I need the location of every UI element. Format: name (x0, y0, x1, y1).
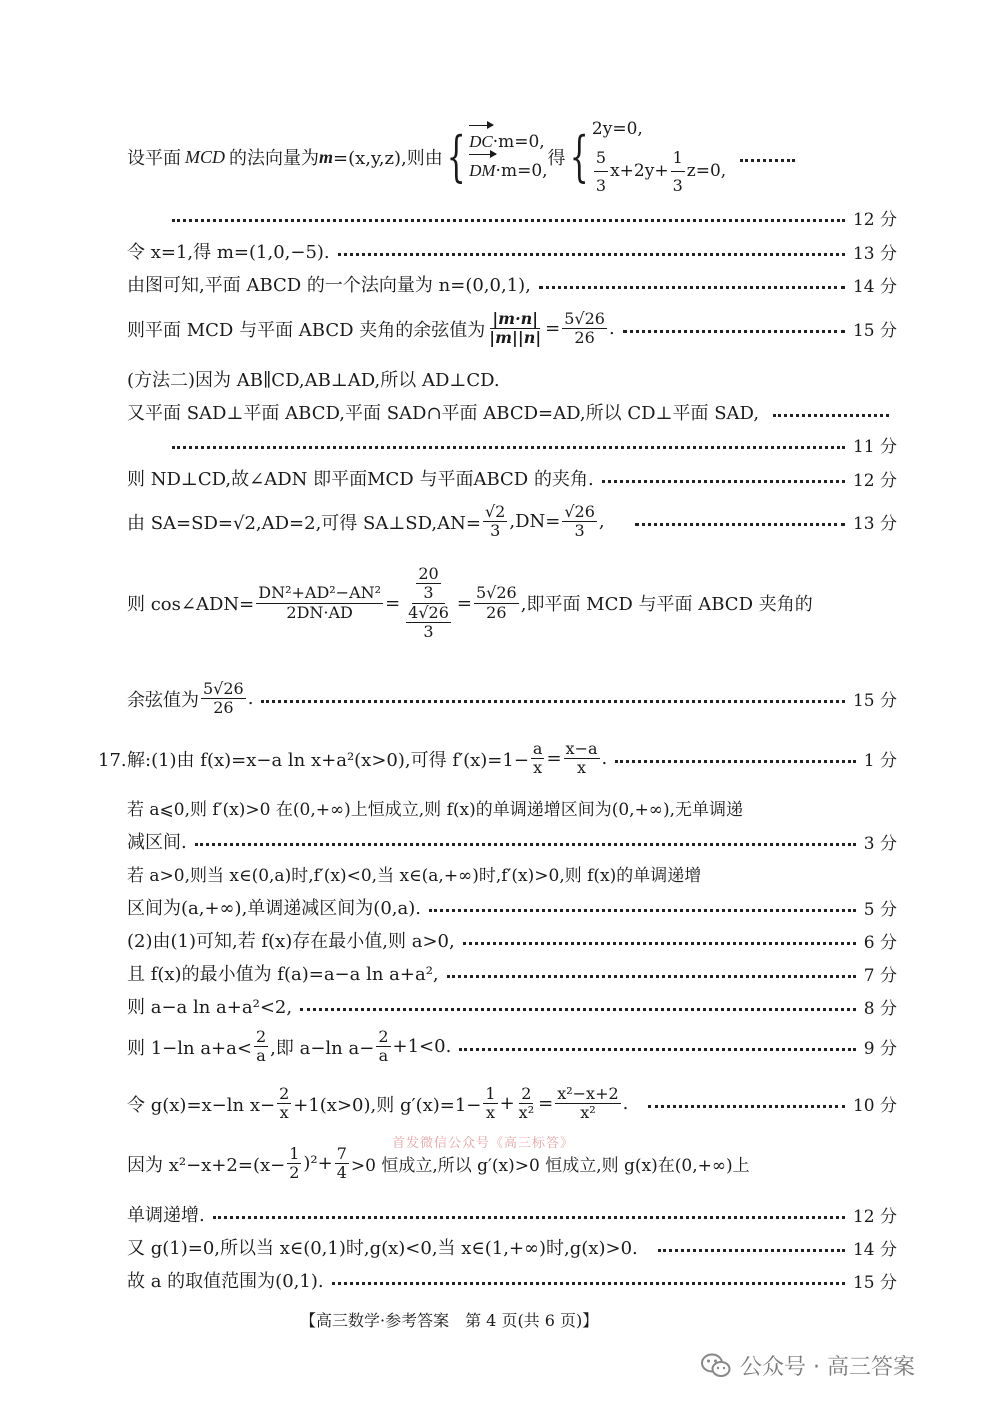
text: 则 ND⊥CD,故∠ADN 即平面MCD 与平面ABCD 的夹角. (127, 469, 594, 490)
text: 的法向量为 (229, 148, 319, 170)
text: 余弦值为 (127, 689, 199, 711)
numerator: 2 (279, 1084, 290, 1103)
text: , (598, 511, 605, 533)
denominator: 26 (213, 698, 234, 718)
fraction (406, 604, 451, 642)
page-footer: 【高三数学·参考答案 第 4 页(共 6 页)】 (300, 1311, 599, 1330)
text: ,DN= (509, 511, 561, 533)
leader-dots (615, 760, 856, 763)
fraction (487, 310, 543, 348)
text: 则 a−a ln a+a²<2, (127, 997, 293, 1018)
score: 11 分 (852, 437, 897, 457)
leader-dots (648, 1105, 845, 1108)
numerator: x²−x+2 (557, 1084, 619, 1103)
numerator: |m·n| (492, 309, 539, 328)
leader-dots (195, 843, 856, 846)
text: 减区间. (127, 832, 187, 853)
denominator: 3 (423, 583, 434, 603)
denominator: 4 (336, 1163, 347, 1183)
step-line (127, 927, 897, 953)
fraction (594, 144, 608, 199)
leader-dots (463, 942, 856, 945)
left-brace: { (569, 125, 589, 189)
leader-dots (602, 480, 845, 483)
fraction (335, 1145, 349, 1183)
score: 10 分 (852, 1096, 897, 1117)
leader-dots (172, 446, 845, 449)
score: 12 分 (852, 210, 897, 230)
text: = (456, 592, 472, 614)
step-line (127, 1234, 897, 1260)
step-line (127, 503, 897, 541)
text: 解:(1)由 f(x)=x−a ln x+a²(x>0),可得 f′(x)=1− (127, 749, 529, 771)
leader-dots (658, 1249, 845, 1252)
denominator: 3 (574, 521, 585, 541)
text: = (546, 748, 562, 770)
equation-system (592, 115, 726, 199)
leader-dots (635, 523, 845, 526)
denominator: a (256, 1046, 266, 1066)
problem-number: 17. (98, 750, 127, 771)
vector-dm: DM (469, 157, 495, 186)
leader-dots (447, 975, 856, 978)
text: ,即平面 MCD 与平面 ABCD 夹角的 (520, 594, 813, 616)
numerator: 20 (418, 564, 439, 583)
text: MCD (185, 146, 225, 167)
text: . (601, 748, 608, 770)
fraction (562, 503, 597, 541)
fraction (277, 1085, 291, 1123)
text: )²+ (303, 1153, 333, 1175)
score: 15 分 (852, 691, 897, 712)
text: >0 恒成立,所以 g′(x)>0 恒成立,则 g(x)在(0,+∞)上 (350, 1156, 750, 1177)
fraction (562, 310, 607, 348)
denominator: 3 (490, 521, 501, 541)
leader-dots (213, 1216, 845, 1219)
step-line (127, 680, 897, 718)
compound-fraction (402, 565, 455, 642)
leader-dots (539, 286, 845, 289)
brand-text: 公众号 · 高三答案 (740, 1355, 915, 1380)
leader-dots (429, 909, 856, 912)
step-line (127, 1028, 897, 1066)
text: 因为 x²−x+2=(x− (127, 1154, 286, 1176)
score: 14 分 (852, 1239, 897, 1260)
fraction (517, 1085, 536, 1123)
denominator: x (485, 1103, 495, 1123)
text: x+2y+ (610, 161, 669, 182)
fraction (201, 680, 246, 718)
text: 由图可知,平面 ABCD 的一个法向量为 n=(0,0,1), (127, 275, 531, 296)
cos-line (127, 565, 897, 642)
denominator: x (577, 758, 587, 778)
numerator: 5√26 (203, 679, 244, 698)
text: 得 (547, 148, 566, 170)
score: 8 分 (863, 998, 897, 1019)
denominator: x (279, 1103, 289, 1123)
denominator: a (378, 1046, 389, 1066)
text: 则 1−ln a+a< (127, 1037, 252, 1059)
score: 9 分 (863, 1039, 897, 1060)
step-line (127, 1085, 897, 1123)
numerator: 1 (289, 1144, 300, 1163)
text: + (499, 1093, 515, 1115)
fraction (555, 1085, 620, 1123)
score: 15 分 (852, 1272, 897, 1293)
numerator: √2 (484, 502, 506, 521)
score: 7 分 (863, 965, 897, 986)
step-line (127, 465, 897, 491)
denominator: 2 (289, 1163, 300, 1183)
text: ·m=0, (492, 132, 545, 153)
fraction (483, 503, 507, 541)
text: 又 g(1)=0,所以当 x∈(0,1)时,g(x)<0,当 x∈(1,+∞)时,g(x)>0. (127, 1238, 638, 1259)
denominator: x (533, 758, 543, 778)
text: +1<0. (392, 1036, 452, 1058)
step-line (127, 271, 897, 297)
leader-dots (623, 330, 845, 333)
numerator (412, 565, 444, 604)
text: (方法二)因为 AB∥CD,AB⊥AD,所以 AD⊥CD. (127, 370, 500, 391)
step-line (127, 1267, 897, 1293)
wechat-icon (700, 1352, 732, 1380)
fraction (416, 565, 440, 603)
text: m (319, 146, 334, 167)
brand-badge (700, 1350, 915, 1381)
step-line (127, 1201, 897, 1227)
step-line (127, 960, 897, 986)
text: 令 x=1,得 m=(1,0,−5). (127, 242, 330, 263)
step-line (127, 238, 897, 264)
step-line (127, 399, 897, 425)
score: 3 分 (863, 833, 897, 854)
fraction (671, 144, 685, 199)
numerator: 1 (485, 1084, 496, 1103)
score: 14 分 (852, 276, 897, 297)
denominator: x² (580, 1103, 596, 1123)
score: 13 分 (852, 514, 897, 535)
leader-dots (261, 700, 844, 703)
score: 5 分 (863, 899, 897, 920)
numerator: 2 (255, 1027, 267, 1046)
fraction (287, 1145, 301, 1183)
text: 则平面 MCD 与平面 ABCD 夹角的余弦值为 (127, 319, 486, 341)
leader-dots (172, 219, 845, 222)
text: = (538, 1093, 554, 1115)
denominator: x² (518, 1103, 535, 1123)
left-brace: { (446, 125, 466, 189)
numerator: 5 (594, 144, 608, 172)
numerator: 2 (378, 1027, 389, 1046)
text: 若 a>0,则当 x∈(0,a)时,f′(x)<0,当 x∈(a,+∞)时,f′(x)>0,则 f(x)的单调递增 (127, 866, 702, 886)
fraction (254, 1028, 268, 1066)
text: 若 a⩽0,则 f′(x)>0 在(0,+∞)上恒成立,则 f(x)的单调递增区间为(0,+∞),无单调递 (127, 800, 744, 820)
numerator: 2 (521, 1084, 532, 1103)
text: z=0, (686, 161, 727, 182)
leader-dots (459, 1048, 855, 1051)
score: 12 分 (852, 470, 897, 491)
denominator: 3 (595, 176, 607, 196)
text: 故 a 的取值范围为(0,1). (127, 1271, 324, 1292)
fraction (474, 584, 519, 622)
score: 1 分 (863, 751, 897, 772)
text: 且 f(x)的最小值为 f(a)=a−a ln a+a², (127, 964, 439, 985)
denominator: 3 (672, 176, 683, 196)
score: 6 分 (863, 932, 897, 953)
step-line (127, 894, 897, 920)
text: 2y=0, (591, 119, 643, 139)
step-line (127, 366, 897, 392)
fraction (531, 740, 545, 778)
equation-system (469, 128, 547, 186)
normal-vector-line (127, 115, 897, 199)
leader-dots (773, 414, 889, 417)
text: 则 cos∠ADN= (127, 594, 255, 616)
denominator: 26 (574, 328, 595, 348)
score: 15 分 (852, 321, 897, 342)
numerator: x−a (565, 739, 598, 758)
numerator: √26 (564, 502, 595, 521)
text: 令 g(x)=x−ln x− (127, 1094, 276, 1116)
vector-dc: DC (469, 128, 493, 157)
text: . (608, 318, 615, 340)
watermark: 首发微信公众号《高三标答》 (392, 1136, 575, 1151)
text: ,即 a−ln a− (270, 1037, 375, 1059)
numerator: 5√26 (475, 583, 517, 603)
step-line (127, 1145, 897, 1183)
text: = (545, 318, 561, 340)
score: 12 分 (852, 1206, 897, 1227)
denominator (402, 604, 455, 642)
text: = (385, 592, 401, 614)
numerator: DN²+AD²−AN² (258, 583, 382, 603)
score-line (127, 205, 897, 230)
leader-dots (740, 159, 795, 162)
step-line (127, 993, 897, 1019)
text: . (247, 688, 254, 710)
step-line (127, 310, 897, 348)
leader-dots (300, 1008, 856, 1011)
text: (2)由(1)可知,若 f(x)存在最小值,则 a>0, (127, 931, 455, 952)
fraction (376, 1028, 390, 1066)
text: ·m=0, (495, 161, 548, 182)
fraction (483, 1085, 497, 1123)
score: 13 分 (852, 243, 897, 264)
leader-dots (338, 253, 845, 256)
text: 设平面 (127, 148, 181, 170)
numerator: 1 (671, 144, 685, 172)
numerator: 7 (336, 1144, 347, 1163)
leader-dots (332, 1282, 845, 1285)
numerator: a (532, 739, 543, 758)
denominator: 3 (423, 622, 434, 642)
step-line (127, 861, 897, 886)
text: +1(x>0),则 g′(x)=1− (293, 1094, 482, 1116)
score-line (127, 432, 897, 457)
fraction (256, 584, 383, 622)
step-line (127, 740, 897, 778)
step-line (127, 795, 897, 820)
text: . (622, 1093, 629, 1115)
numerator: 4√26 (408, 602, 449, 622)
text: 又平面 SAD⊥平面 ABCD,平面 SAD∩平面 ABCD=AD,所以 CD⊥平面 SAD, (127, 403, 760, 424)
denominator: 26 (486, 602, 507, 622)
text: =(x,y,z),则由 (333, 148, 443, 170)
denominator: |m||n| (489, 328, 542, 348)
numerator: 5√26 (564, 309, 605, 328)
step-line (127, 828, 897, 854)
denominator: 2DN·AD (286, 602, 353, 622)
text: 由 SA=SD=√2,AD=2,可得 SA⊥SD,AN= (127, 512, 481, 534)
fraction (564, 740, 600, 778)
text: 区间为(a,+∞),单调递减区间为(0,a). (127, 898, 421, 919)
text: 单调递增. (127, 1205, 205, 1226)
